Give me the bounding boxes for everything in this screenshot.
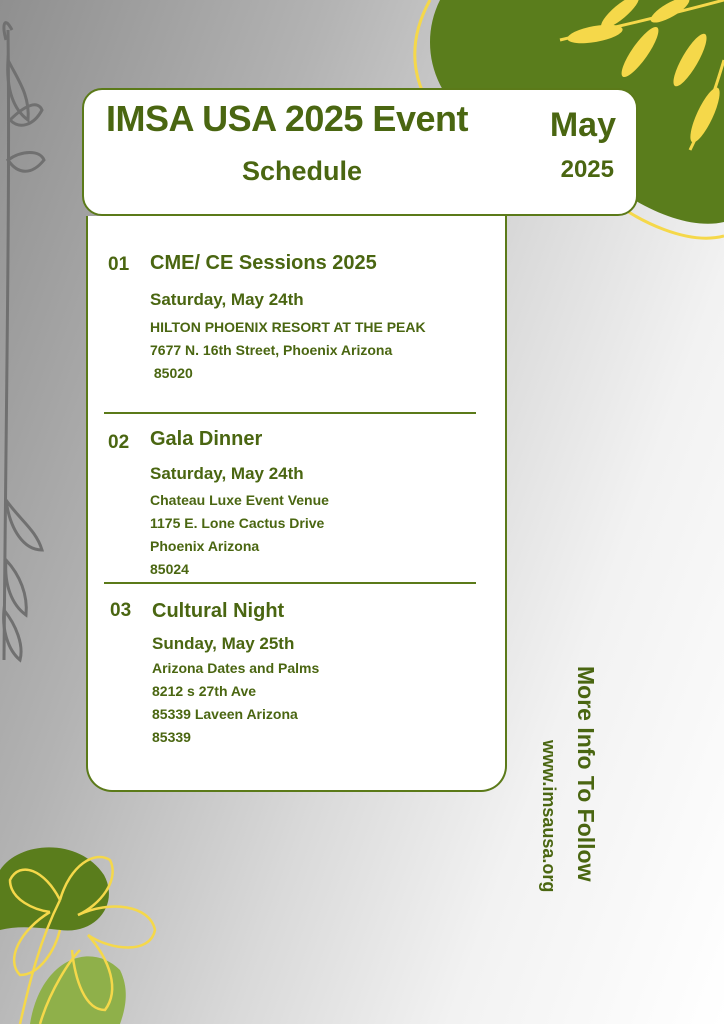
event-number: 03 (110, 600, 132, 621)
page-subtitle: Schedule (242, 156, 363, 186)
event-divider (104, 412, 476, 414)
event-date: Sunday, May 25th (152, 634, 295, 653)
event-street: 1175 E. Lone Cactus Drive (150, 515, 325, 531)
leaf-branch-icon (4, 23, 44, 660)
event-venue: Chateau Luxe Event Venue (150, 492, 329, 508)
event-zip: 85339 (152, 729, 191, 745)
header-card (82, 88, 638, 216)
event-zip: 85020 (150, 365, 193, 381)
event-city: 85339 Laveen Arizona (152, 706, 298, 722)
event-street: 7677 N. 16th Street, Phoenix Arizona (150, 342, 393, 358)
event-divider (104, 582, 476, 584)
event-title: Gala Dinner (150, 428, 263, 450)
more-info-text: More Info To Follow (573, 666, 599, 882)
header-month: May (549, 106, 616, 144)
event-date: Saturday, May 24th (150, 290, 304, 309)
flower-icon (0, 847, 155, 1024)
event-zip: 85024 (150, 561, 189, 577)
event-address (150, 489, 329, 581)
event-number: 02 (108, 432, 130, 453)
event-address (152, 657, 319, 749)
event-title: CME/ CE Sessions 2025 (150, 252, 377, 274)
event-venue: Arizona Dates and Palms (152, 660, 320, 676)
header-year: 2025 (560, 156, 614, 183)
website-link[interactable]: www.imsausa.org (539, 740, 559, 893)
page-title: IMSA USA 2025 Event (106, 98, 468, 139)
event-street: 8212 s 27th Ave (152, 683, 257, 699)
event-number: 01 (108, 254, 130, 275)
event-title: Cultural Night (152, 600, 285, 622)
schedule-card (86, 216, 507, 792)
event-city: Phoenix Arizona (150, 538, 260, 554)
event-address (150, 316, 426, 385)
event-venue: HILTON PHOENIX RESORT AT THE PEAK (150, 319, 426, 335)
event-date: Saturday, May 24th (150, 464, 304, 483)
